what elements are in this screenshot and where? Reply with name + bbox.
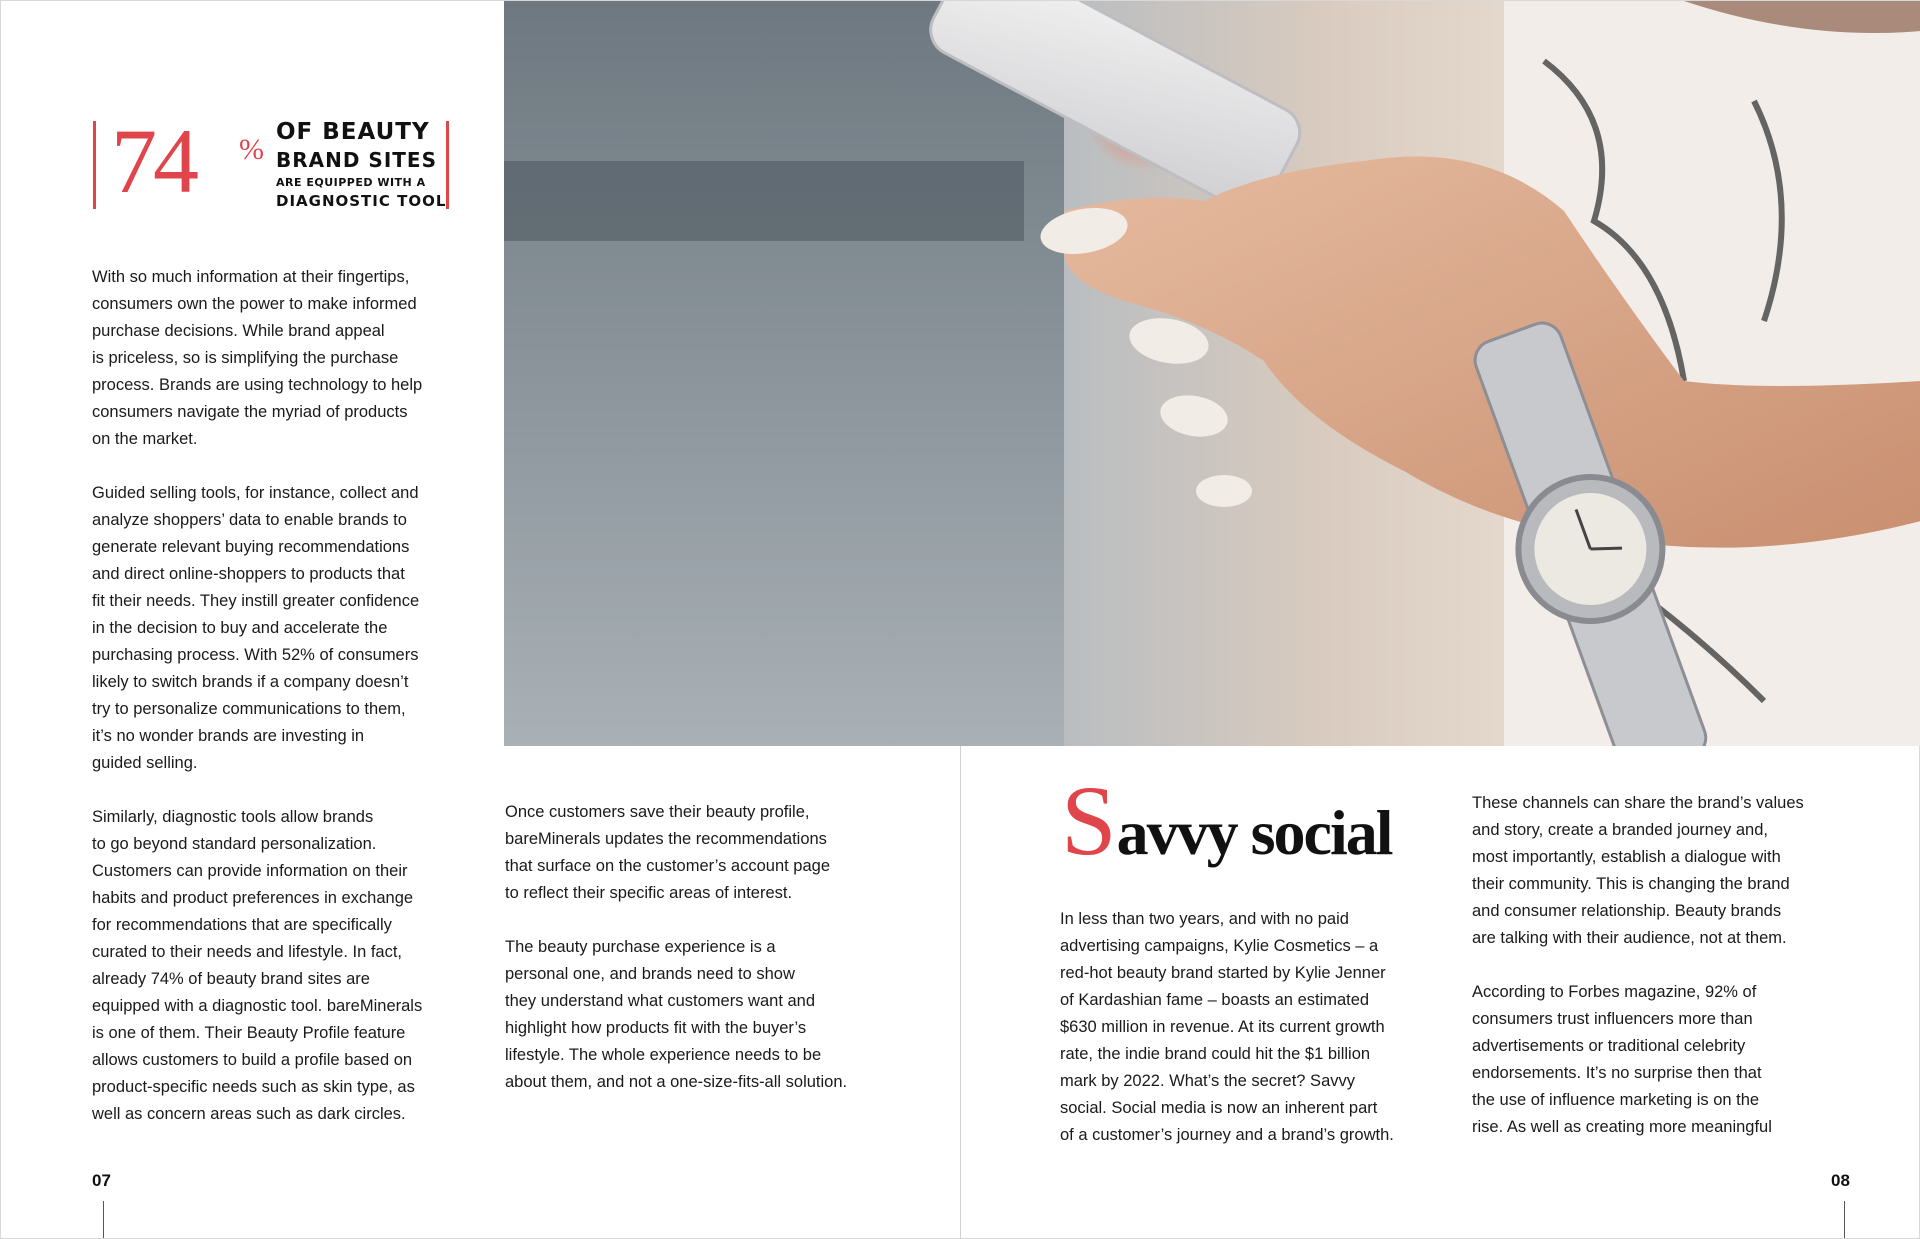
left-page-column-1 <box>92 264 467 1128</box>
paragraph: According to Forbes magazine, 92% of consumers trust influencers more than advertisements or traditional celebrity endorsements. It’s no surprise then that the use of influence marketing is on the rise. As well as creating more meaningful <box>1472 983 1772 1136</box>
stat-number: 74 <box>111 110 195 212</box>
paragraph: The beauty purchase experience is a personal one, and brands need to show they understand what customers want and highlight how products fit with the buyer’s lifestyle. The whole experience needs to be about them, and not a one-size-fits-all solution. <box>505 938 848 1091</box>
photo-illustration <box>504 1 1920 746</box>
page-number-right: 08 <box>1831 1171 1850 1190</box>
hands-holding-phone-photo <box>504 1 1920 746</box>
heading-text: avvy social <box>1116 797 1392 868</box>
paragraph: Similarly, diagnostic tools allow brands to go beyond standard personalization. Customers can provide information on their habits and product preferences in exchange for recommendations that are specifically curated to their needs and lifestyle. In fact, already 74% of beauty brand sites are equipped with a diagnostic tool. bareMinerals is one of them. Their Beauty Profile feature allows customers to build a profile based on product-specific needs such as skin type, as well as concern areas such as dark circles. <box>92 808 423 1123</box>
stat-line-3: ARE EQUIPPED WITH A <box>276 176 426 189</box>
right-page-column-2 <box>1472 790 1852 1141</box>
stat-callout <box>93 110 453 212</box>
stat-line-1: OF BEAUTY <box>276 119 430 145</box>
section-heading <box>1061 765 1392 883</box>
left-page-column-2 <box>505 799 875 1096</box>
stat-left-rule <box>93 121 96 209</box>
paragraph: With so much information at their fingertips, consumers own the power to make informed purchase decisions. While brand appeal is priceless, so is simplifying the purchase process. Brands are using technology to help consumers navigate the myriad of products on the market. <box>92 268 423 448</box>
page-number-left: 07 <box>92 1171 111 1190</box>
paragraph: In less than two years, and with no paid advertising campaigns, Kylie Cosmetics – a red-hot beauty brand started by Kylie Jenner of Kardashian fame – boasts an estimated $630 million in revenue. At its current growth rate, the indie brand could hit the $1 billion mark by 2022. What’s the secret? Savvy social. Social media is now an inherent part of a customer’s journey and a brand’s growth. <box>1060 910 1394 1144</box>
page-tick-left <box>103 1201 104 1238</box>
right-page-column-1 <box>1060 906 1430 1149</box>
stat-line-4: DIAGNOSTIC TOOL <box>276 192 447 210</box>
page-tick-right <box>1844 1201 1845 1238</box>
page-gutter <box>960 746 961 1239</box>
paragraph: These channels can share the brand’s values and story, create a branded journey and, most importantly, establish a dialogue with their community. This is changing the brand and consumer relationship. Beauty brands are talking with their audience, not at them. <box>1472 794 1804 947</box>
heading-drop-cap: S <box>1061 765 1117 876</box>
paragraph: Once customers save their beauty profile, bareMinerals updates the recommendations that surface on the customer’s account page to reflect their specific areas of interest. <box>505 803 831 902</box>
stat-percent-sign: % <box>239 133 264 166</box>
stat-right-rule <box>446 121 449 209</box>
stat-line-2: BRAND SITES <box>276 148 437 172</box>
paragraph: Guided selling tools, for instance, collect and analyze shoppers’ data to enable brands to generate relevant buying recommendations and direct online-shoppers to products that fit their needs. They instill greater confidence in the decision to buy and accelerate the purchasing process. With 52% of consumers likely to switch brands if a company doesn’t try to personalize communications to them, it’s no wonder brands are investing in guided selling. <box>92 484 420 772</box>
